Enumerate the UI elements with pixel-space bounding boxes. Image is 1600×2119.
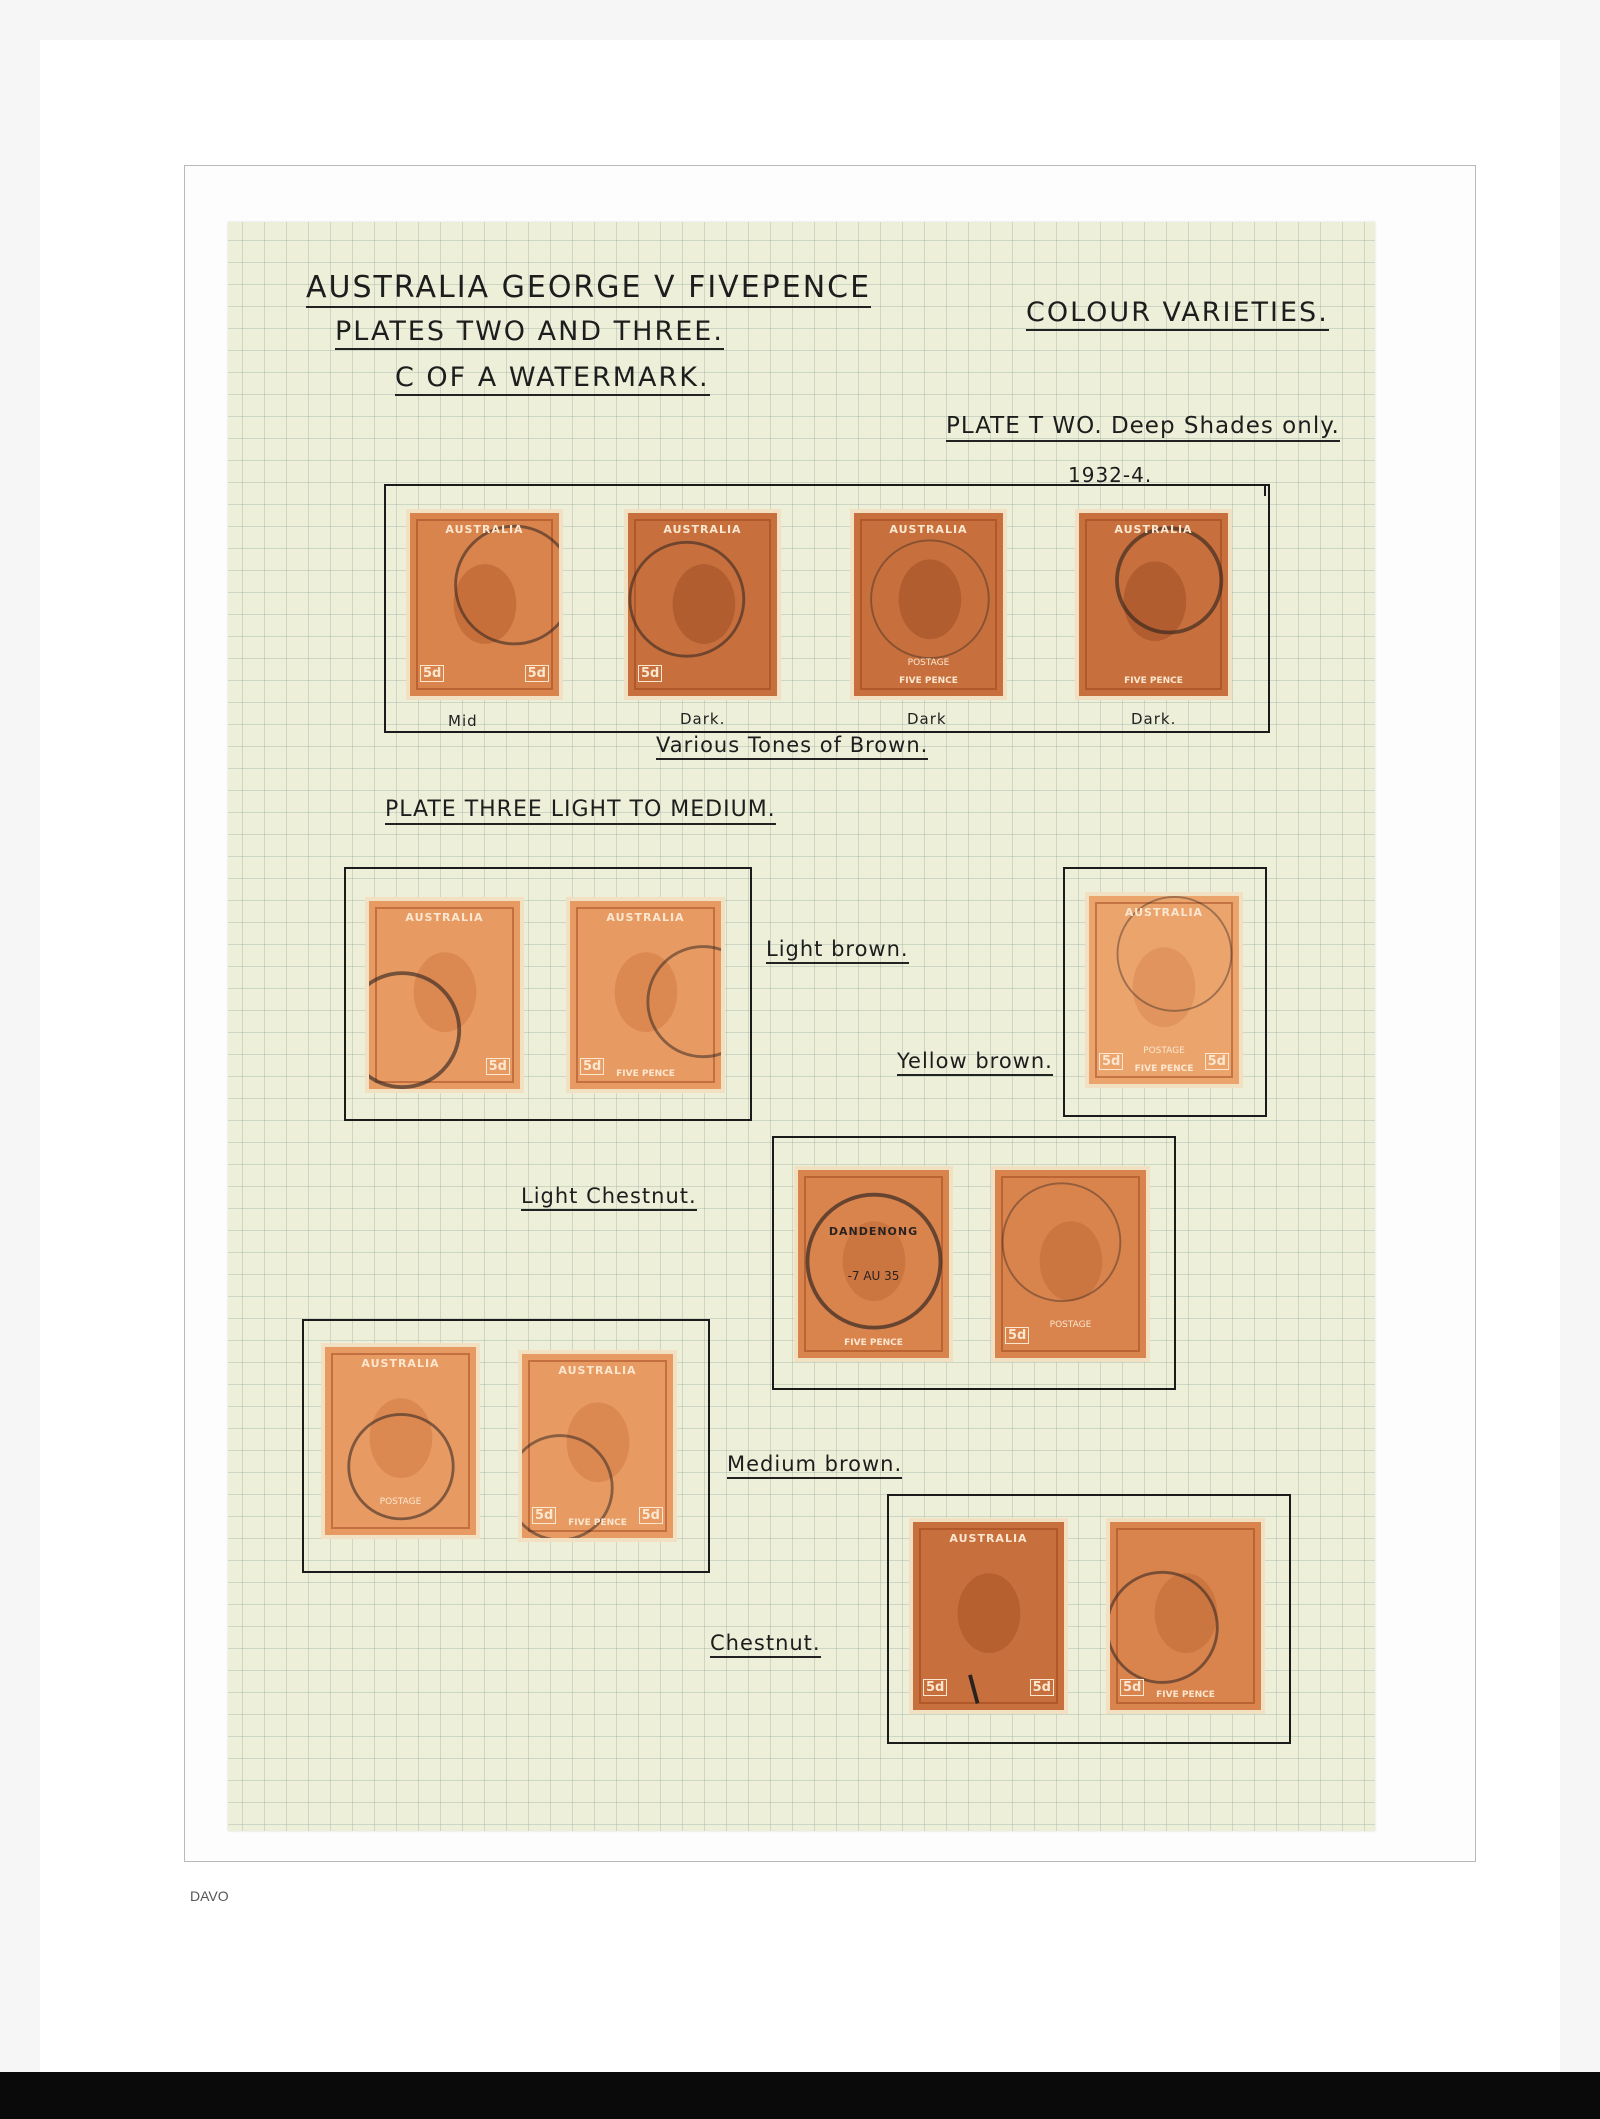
stamp-country: AUSTRALIA <box>663 523 742 536</box>
stamp-caption-dark-3: Dark. <box>1131 710 1177 728</box>
stamp-value-right: 5d <box>1030 1679 1054 1696</box>
stamp-country: AUSTRALIA <box>558 1364 637 1377</box>
stamp-value-right: 5d <box>486 1058 510 1075</box>
stamp-country: AUSTRALIA <box>949 1532 1028 1545</box>
stamp-value-left: 5d <box>420 665 444 682</box>
stamp-country: AUSTRALIA <box>889 523 968 536</box>
postmark-date: -7 AU 35 <box>847 1269 900 1283</box>
stamp-light-brown-2 <box>566 897 725 1093</box>
label-yellow-brown: Yellow brown. <box>897 1049 1053 1076</box>
stamp-medium-brown-2 <box>518 1350 677 1542</box>
stamp-value-left: 5d <box>1120 1679 1144 1696</box>
stamp-postage: POSTAGE <box>1143 1046 1185 1056</box>
stamp-yellow-brown <box>1085 892 1243 1088</box>
stamp-chestnut-2 <box>1106 1518 1265 1714</box>
stamp-country: AUSTRALIA <box>1114 523 1193 536</box>
stamp-value-right: 5d <box>1205 1053 1229 1070</box>
stamp-light-brown-1 <box>365 897 524 1093</box>
box-corner-tick <box>1264 484 1266 496</box>
postmark-town: DANDENONG <box>828 1225 919 1238</box>
stamp-medium-brown-1 <box>321 1343 480 1539</box>
title-line-1: AUSTRALIA GEORGE V FIVEPENCE <box>306 270 871 308</box>
stamp-caption-dark-1: Dark. <box>680 710 726 728</box>
title-line-2: PLATES TWO AND THREE. <box>335 316 724 350</box>
label-light-brown: Light brown. <box>766 937 909 964</box>
stamp-value-left: 5d <box>532 1507 556 1524</box>
stamp-plate2-1 <box>406 509 563 700</box>
footer-mark: DAVO <box>190 1888 229 1904</box>
stamp-value-left: 5d <box>1005 1327 1029 1344</box>
stamp-value-left: 5d <box>580 1058 604 1075</box>
stamp-light-chestnut-2 <box>991 1166 1150 1362</box>
stamp-country: AUSTRALIA <box>1124 906 1204 919</box>
label-chestnut: Chestnut. <box>710 1631 821 1658</box>
stamp-value-right: 5d <box>639 1507 663 1524</box>
plate-two-group-caption: Various Tones of Brown. <box>656 733 928 760</box>
plate-two-heading: PLATE T WO. Deep Shades only. <box>946 413 1340 442</box>
stamp-plate2-4 <box>1075 509 1232 700</box>
stamp-five-pence: FIVE PENCE <box>616 1069 675 1079</box>
stamp-postage: POSTAGE <box>1049 1320 1092 1330</box>
box-corner-tick <box>384 484 386 496</box>
stamp-five-pence: FIVE PENCE <box>844 1338 903 1348</box>
stamp-caption-mid: Mid <box>448 712 478 730</box>
stamp-postage: POSTAGE <box>907 658 950 668</box>
stamp-five-pence: FIVE PENCE <box>1124 676 1183 686</box>
stamp-five-pence: FIVE PENCE <box>568 1518 627 1528</box>
title-line-3: C OF A WATERMARK. <box>395 362 710 396</box>
stamp-value-left: 5d <box>1099 1053 1123 1070</box>
stamp-value-left: 5d <box>923 1679 947 1696</box>
stamp-country: AUSTRALIA <box>405 911 484 924</box>
stamp-country: AUSTRALIA <box>361 1357 440 1370</box>
stamp-five-pence: FIVE PENCE <box>1156 1690 1215 1700</box>
label-medium-brown: Medium brown. <box>727 1452 902 1479</box>
colour-varieties-heading: COLOUR VARIETIES. <box>1026 297 1329 331</box>
stamp-five-pence: FIVE PENCE <box>1134 1064 1194 1074</box>
stamp-value-right: 5d <box>525 665 549 682</box>
plate-three-heading: PLATE THREE LIGHT TO MEDIUM. <box>385 797 776 825</box>
stamp-postage: POSTAGE <box>379 1497 422 1507</box>
stamp-plate2-2 <box>624 509 781 700</box>
stamp-value-left: 5d <box>638 665 662 682</box>
stamp-chestnut-1 <box>909 1518 1068 1714</box>
stamp-country: AUSTRALIA <box>606 911 685 924</box>
label-light-chestnut: Light Chestnut. <box>521 1184 697 1211</box>
stamp-country: AUSTRALIA <box>445 523 524 536</box>
stamp-five-pence: FIVE PENCE <box>899 676 958 686</box>
stamp-light-chestnut-1 <box>794 1166 953 1362</box>
stamp-caption-dark-2: Dark <box>907 710 947 728</box>
stamp-plate2-3 <box>850 509 1007 700</box>
plate-two-year: 1932-4. <box>1068 463 1153 487</box>
